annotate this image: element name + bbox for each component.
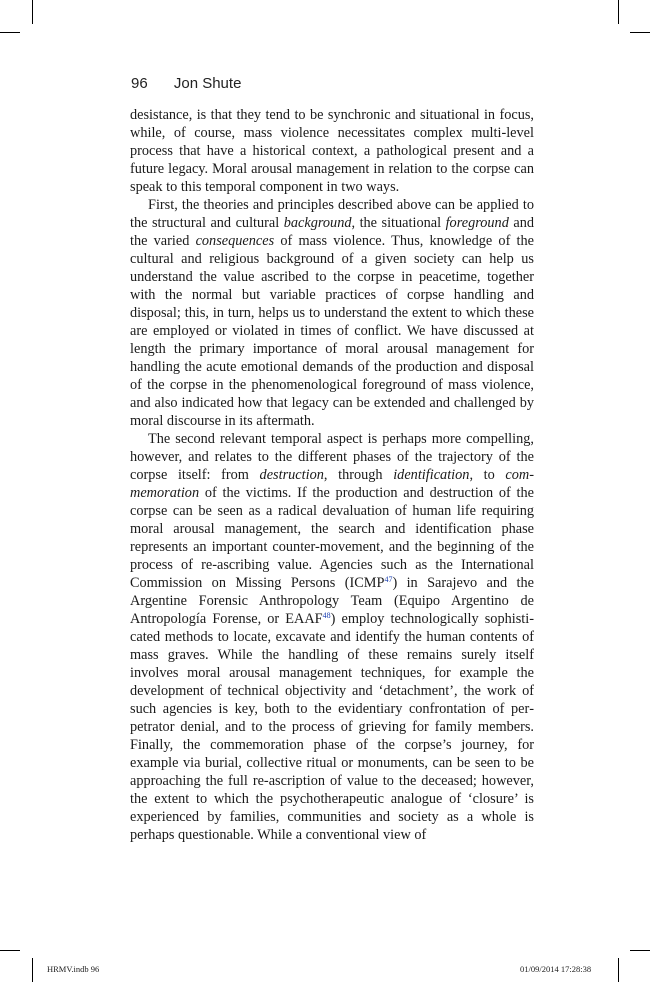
- italic-text: background: [283, 215, 352, 231]
- crop-mark-bottom-right-horizontal: [630, 950, 650, 951]
- paragraph-1: [130, 106, 534, 196]
- text-run: , the situational: [351, 215, 446, 231]
- italic-text: destruction: [259, 467, 324, 483]
- paragraph-3: [130, 430, 534, 844]
- text-run: The second relevant temporal aspect is perhaps more compelling, however, and relates to the different phases of the trajectory of the corpse itself: from: [130, 431, 534, 483]
- text-run: of mass violence. Thus, knowledge of the cultural and religious background of a given society can help us understand the value ascribed to the corpse in peacetime, together with the normal but variable practices of corpse handling and disposal; this, in turn, helps us to understand the extent to which these are employed or violated in times of conflict. We have discussed at length the primary importance of moral arousal management for handling the acute emotional demands of the production and disposal of the corpse in the phenomenological foreground of mass violence, and also indicated how that legacy can be extended and challenged by moral discourse in its aftermath.: [130, 233, 534, 429]
- text-run: ) employ technologically sophisticated methods to locate, excavate and identify the human contents of mass graves. While the handling of these remains surely itself involves moral arousal management techniques, for example the development of technical objectivity and ‘detachment’, the work of such agencies is key, both to the evidentiary confrontation of perpetrator denial, and to the process of grieving for family members. Finally, the commemoration phase of the corpse’s journey, for example via burial, collective ritual or monuments, can be seen to be approaching the full re-ascription of value to the deceased; however, the extent to which the psychotherapeutic analogue of ‘closure’ is experienced by families, communities and society as a whole is perhaps questionable. While a conventional view of: [130, 611, 534, 843]
- paragraph-2: [130, 196, 534, 430]
- text-run: First, the theories and principles described above can be applied to the structural and cultural: [130, 197, 534, 231]
- crop-mark-bottom-left-vertical: [32, 958, 33, 982]
- text-run: of the victims. If the production and destruction of the corpse can be seen as a radical devaluation of human life requiring moral arousal management, the search and identification phase represents an important counter-movement, and the beginning of the process of re-ascribing value. Agencies such as the International Commission on Missing Persons (ICMP: [130, 485, 534, 591]
- body-text: [130, 106, 534, 844]
- text-run: desistance, is that they tend to be synchronic and situational in focus, while, of course, mass violence necessitates complex multi-level process that have a historical context, a pathological present and a future legacy. Moral arousal management in relation to the corpse can speak to this temporal component in two ways.: [130, 107, 534, 195]
- crop-mark-top-left-vertical: [32, 0, 33, 24]
- crop-mark-bottom-left-horizontal: [0, 950, 20, 951]
- page-number: 96: [131, 75, 148, 92]
- footnote-ref: 47: [384, 575, 393, 584]
- footnote-ref: 48: [322, 611, 331, 620]
- italic-text: identification: [393, 467, 470, 483]
- italic-text: consequences: [195, 233, 275, 249]
- text-run: , to: [469, 467, 506, 483]
- running-head: [131, 75, 241, 92]
- crop-mark-bottom-right-vertical: [618, 958, 619, 982]
- slug-timestamp: 01/09/2014 17:28:38: [520, 964, 592, 974]
- italic-text: commemoration: [130, 467, 534, 501]
- text-run: ) in Sarajevo and the Argentine Forensic Anthropology Team (Equipo Argentino de Antropología Forense, or EAAF: [130, 575, 534, 627]
- crop-mark-top-left-horizontal: [0, 32, 20, 33]
- italic-text: foreground: [445, 215, 509, 231]
- crop-mark-top-right-vertical: [618, 0, 619, 24]
- slug-filename: HRMV.indb 96: [47, 964, 100, 974]
- crop-mark-top-right-horizontal: [630, 32, 650, 33]
- text-run: and the varied: [130, 215, 534, 249]
- author-name: Jon Shute: [173, 75, 242, 92]
- text-run: , through: [323, 467, 394, 483]
